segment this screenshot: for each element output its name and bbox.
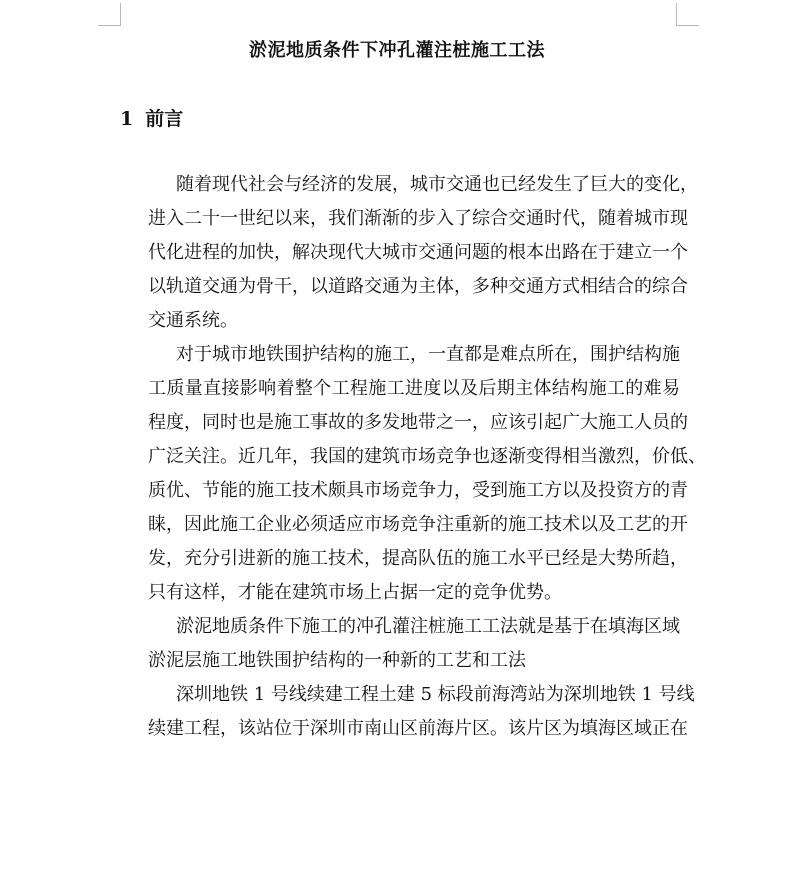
- text-line: 对于城市地铁围护结构的施工，一直都是难点所在，围护结构施: [176, 344, 680, 365]
- section-title: 前言: [145, 108, 184, 130]
- document-title: 淤泥地质条件下冲孔灌注桩施工工法: [249, 40, 545, 61]
- text-line: 续建工程，该站位于深圳市南山区前海片区。该片区为填海区域正在: [148, 718, 688, 739]
- text-line: 广泛关注。近几年，我国的建筑市场竞争也逐渐变得相当激烈，价低、: [148, 446, 706, 467]
- text-line: 工质量直接影响着整个工程施工进度以及后期主体结构施工的难易: [148, 378, 680, 399]
- body-text: [120, 168, 706, 746]
- text-line: 代化进程的加快，解决现代大城市交通问题的根本出路在于建立一个: [148, 242, 688, 263]
- section-number: 1: [120, 108, 134, 130]
- paragraph-4: [120, 678, 695, 746]
- paragraph-2: [120, 338, 706, 610]
- text-line: 以轨道交通为骨干，以道路交通为主体，多种交通方式相结合的综合: [148, 276, 688, 297]
- text-line: 只有这样，才能在建筑市场上占据一定的竞争优势。: [148, 582, 562, 603]
- text-line: 随着现代社会与经济的发展，城市交通也已经发生了巨大的变化，: [176, 174, 698, 195]
- page-corner-mark-top-right: [676, 3, 699, 26]
- text-line: 发，充分引进新的施工技术，提高队伍的施工水平已经是大势所趋，: [148, 548, 688, 569]
- text-line: 质优、节能的施工技术颇具市场竞争力，受到施工方以及投资方的青: [148, 480, 688, 501]
- text-line: 程度，同时也是施工事故的多发地带之一，应该引起广大施工人员的: [148, 412, 688, 433]
- section-heading: [120, 104, 183, 131]
- text-line: 深圳地铁 1 号线续建工程土建 5 标段前海湾站为深圳地铁 1 号线: [176, 684, 695, 705]
- text-line: 淤泥地质条件下施工的冲孔灌注桩施工工法就是基于在填海区域: [176, 616, 680, 637]
- text-line: 睐，因此施工企业必须适应市场竞争注重新的施工技术以及工艺的开: [148, 514, 688, 535]
- paragraph-3: [120, 610, 680, 678]
- text-line: 进入二十一世纪以来，我们渐渐的步入了综合交通时代，随着城市现: [148, 208, 688, 229]
- text-line: 交通系统。: [148, 310, 238, 331]
- text-line: 淤泥层施工地铁围护结构的一种新的工艺和工法: [148, 650, 526, 671]
- page-corner-mark-top-left: [98, 3, 121, 26]
- paragraph-1: [120, 168, 698, 338]
